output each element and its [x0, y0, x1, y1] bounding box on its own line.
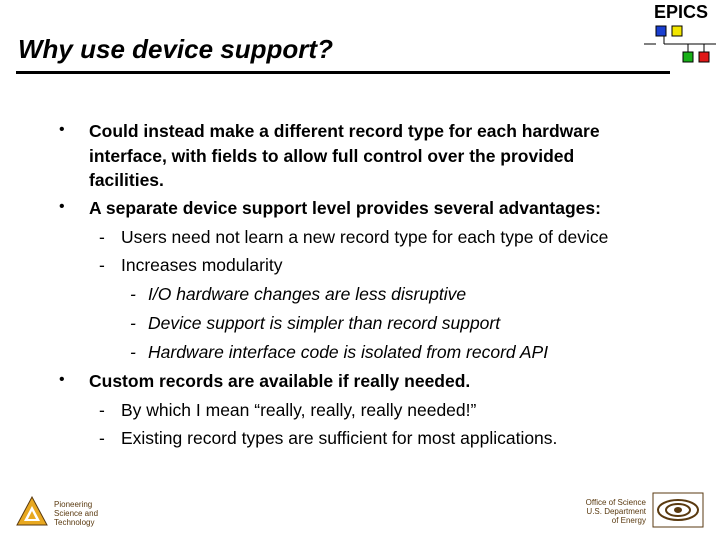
bullet-3-sub-2: Existing record types are sufficient for most applications.: [121, 428, 558, 448]
epics-network-icon: [640, 0, 720, 72]
bullet-2-subsub-3: Hardware interface code is isolated from record API: [148, 342, 549, 362]
footer-left-text: [54, 500, 98, 527]
dash-marker: -: [130, 284, 136, 304]
argonne-logo-icon: [16, 496, 48, 526]
footer-left-line: Pioneering: [54, 500, 93, 509]
bullet-3-sub-1: By which I mean “really, really, really needed!”: [121, 400, 477, 420]
footer-left-line: Technology: [54, 518, 95, 527]
dash-marker: -: [99, 227, 105, 247]
dash-marker: -: [99, 428, 105, 448]
bullet-2-subsub-1: I/O hardware changes are less disruptive: [148, 284, 467, 304]
dash-marker: -: [130, 313, 136, 333]
bullet-marker: •: [59, 198, 65, 215]
footer-right-text: [560, 498, 646, 525]
slide-title: Why use device support?: [18, 34, 333, 64]
epics-logo-text: EPICS: [654, 2, 709, 22]
footer-right-line: U.S. Department: [586, 507, 646, 516]
bullet-2-subsub-2: Device support is simpler than record support: [148, 313, 501, 333]
bullet-1-line-1: Could instead make a different record type for each hardware: [89, 121, 600, 141]
dash-marker: -: [99, 400, 105, 420]
bullet-1-line-2: interface, with fields to allow full control over the provided: [89, 146, 575, 166]
bullet-marker: •: [59, 371, 65, 388]
footer-left-line: Science and: [54, 509, 99, 518]
bullet-2-sub-1: Users need not learn a new record type for each type of device: [121, 227, 609, 247]
footer-right-line: of Energy: [611, 516, 646, 525]
dash-marker: -: [130, 342, 136, 362]
bullet-2-sub-2: Increases modularity: [121, 255, 283, 275]
bullet-2-line-1: A separate device support level provides several advantages:: [89, 198, 601, 218]
bullet-marker: •: [59, 121, 65, 138]
doe-logo-icon: [652, 492, 704, 528]
bullet-3-line-1: Custom records are available if really needed.: [89, 371, 471, 391]
dash-marker: -: [99, 255, 105, 275]
title-divider: [16, 71, 670, 74]
footer-right-line: Office of Science: [585, 498, 646, 507]
epics-logo: [640, 0, 720, 72]
bullet-1-line-3: facilities.: [89, 170, 164, 190]
